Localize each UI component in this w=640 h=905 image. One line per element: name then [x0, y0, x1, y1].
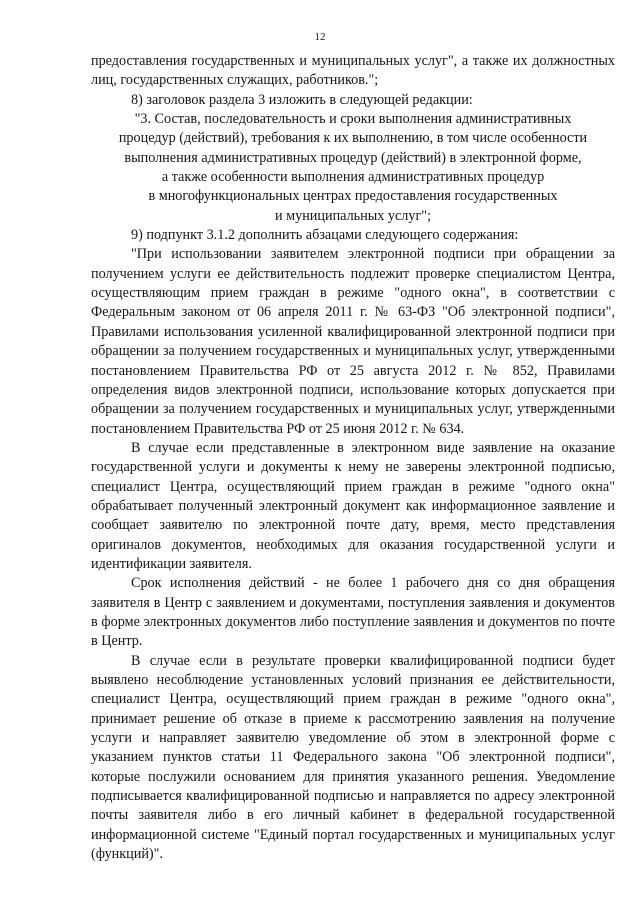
heading-line: и муниципальных услуг";	[274, 207, 432, 224]
paragraph-continuation: предоставления государственных и муниципальных услуг", а также их должностных лиц, государственных служащих, работников.";	[91, 53, 615, 89]
paragraph-electronic-signature: "При использовании заявителем электронной подписи при обращении за получением услуги ее действительность подлежит проверке специалистом Центра, осуществляющим прием граждан в режиме "одного окна", в соответствии с Федеральным законом от 06 апреля 2011 г. № 63-ФЗ "Об электронной подписи", Правилами использования усиленной квалифицированной электронной подписи при обращении за получением государственных и муниципальных услуг, утвержденными постановлением Правительства РФ от 25 августа 2012 г. № 852, Правилами определения видов электронной подписи, использование которых допускается при обращении за получением государственных и муниципальных услуг, утвержденными постановлением Правительства РФ от 25 июня 2012 г. № 634.	[91, 246, 615, 437]
paragraph-deadline: Срок исполнения действий - не более 1 рабочего дня со дня обращения заявителя в Центр с заявлением и документами, поступления заявления и документов в форме электронных документов либо поступление заявления и документов по почте в Центр.	[91, 575, 615, 650]
heading-line: выполнения административных процедур (действий) в электронной форме,	[124, 149, 582, 166]
heading-line: а также особенности выполнения административных процедур	[161, 169, 545, 186]
heading-line: процедур (действий), требования к их выполнению, в том числе особенности	[118, 130, 588, 147]
page-number: 12	[314, 31, 326, 43]
paragraph-item-9: 9) подпункт 3.1.2 дополнить абзацами следующего содержания:	[131, 227, 519, 244]
paragraph-unsigned-documents: В случае если представленные в электронном виде заявление на оказание государственной услуги и документы к нему не заверены электронной подписью, специалист Центра, осуществляющий прием граждан в режиме "одного окна" обрабатывает полученный электронный документ как информационное заявление и сообщает заявителю по электронной почте дату, время, место представления оригиналов документов, необходимых для оказания государственной услуги и идентификации заявителя.	[91, 439, 615, 572]
paragraph-refusal: В случае если в результате проверки квалифицированной подписи будет выявлено несоблюдение установленных условий признания ее действительности, специалист Центра, осуществляющий прием граждан в режиме "одного окна", принимает решение об отказе в приеме к рассмотрению заявления на получение услуги и направляет заявителю уведомление об этом в электронной форме с указанием пунктов статьи 11 Федерального закона "Об электронной подписи", которые послужили основанием для принятия указанного решения. Уведомление подписывается квалифицированной подписью и направляется по адресу электронной почты заявителя либо в его личный кабинет в федеральной государственной информационной системе "Единый портал государственных и муниципальных услуг (функций)".	[91, 652, 615, 863]
heading-line: в многофункциональных центрах предоставления государственных	[148, 188, 558, 205]
heading-line: "3. Состав, последовательность и сроки выполнения административных	[134, 111, 572, 128]
paragraph-item-8: 8) заголовок раздела 3 изложить в следующей редакции:	[131, 91, 473, 108]
document-body	[91, 52, 615, 864]
section-3-heading	[91, 110, 615, 226]
